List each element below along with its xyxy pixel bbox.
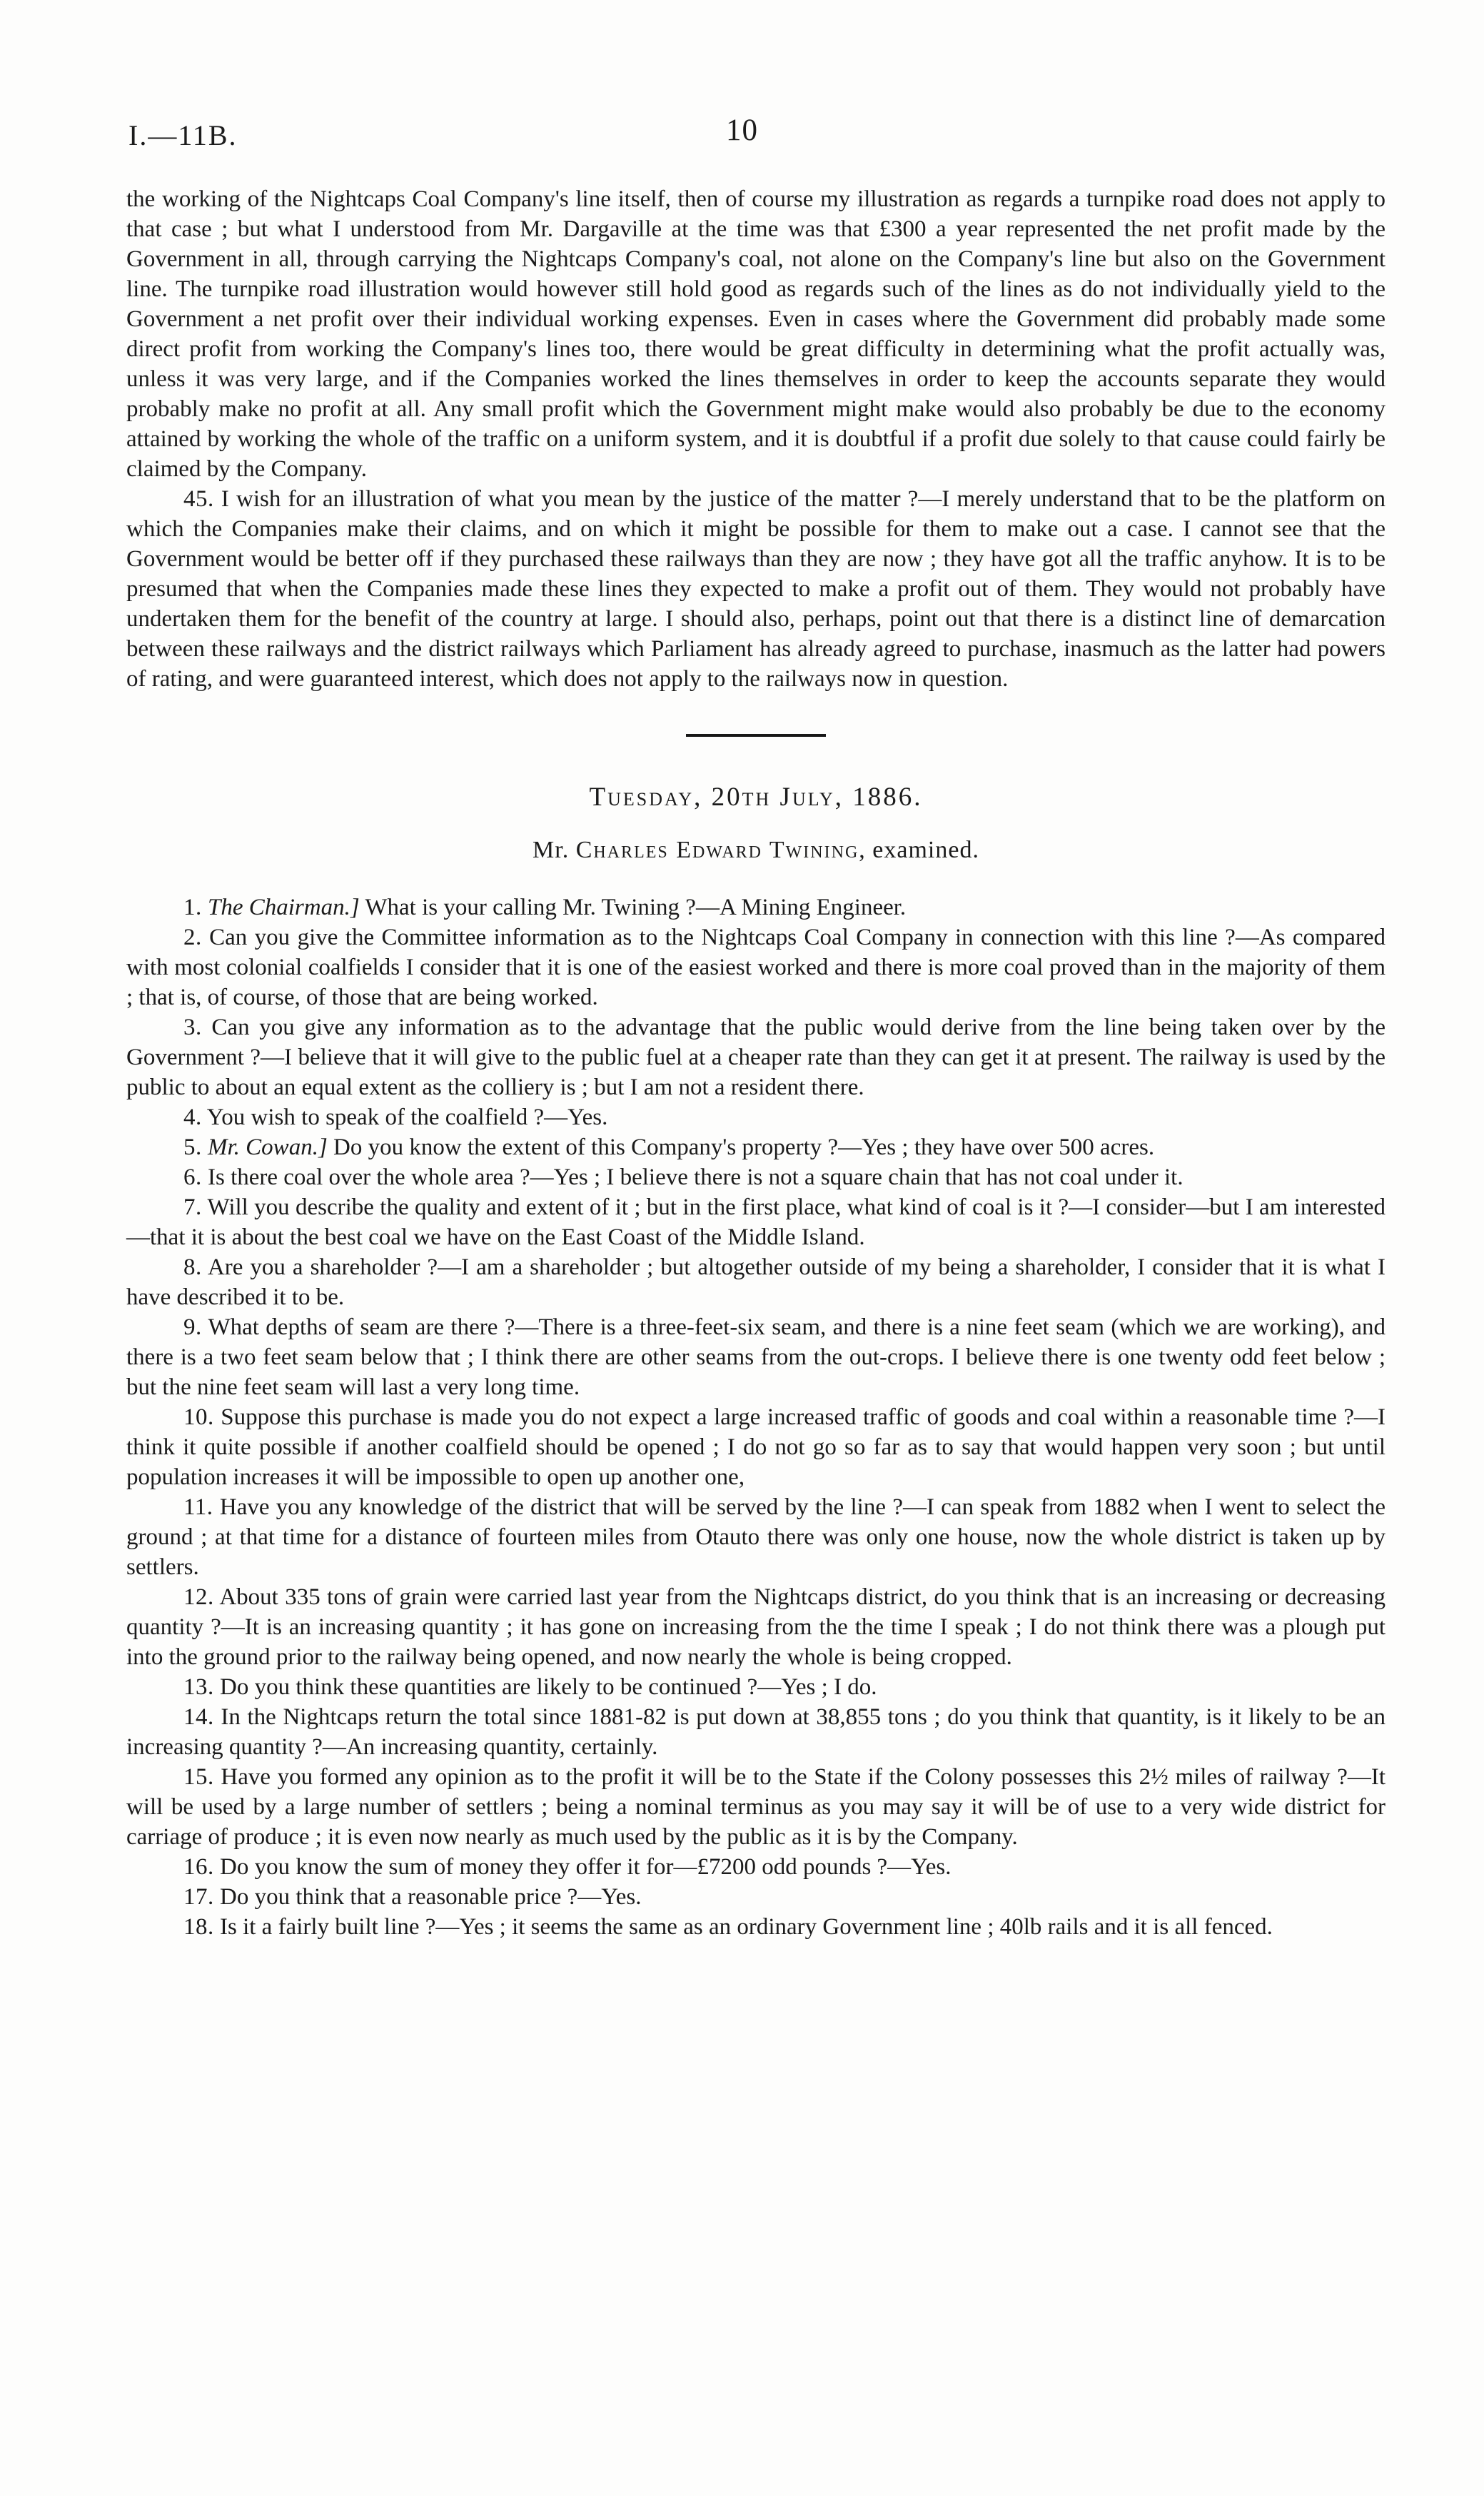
question-number: 16. (183, 1854, 214, 1880)
question-number: 8. (183, 1254, 202, 1280)
witness-name: Charles Edward Twining (575, 837, 859, 863)
question-number: 5. (183, 1134, 202, 1160)
qa-paragraph (126, 1882, 1385, 1912)
question-number: 2. (183, 925, 202, 950)
qa-paragraph (126, 1672, 1385, 1702)
qa-text: Do you know the sum of money they offer it for—£7200 odd pounds ?—Yes. (220, 1854, 952, 1880)
qa-paragraph (126, 1102, 1385, 1132)
qa-paragraph (126, 1252, 1385, 1312)
question-number: 1. (183, 895, 202, 920)
qa-paragraph (126, 1762, 1385, 1852)
qa-paragraph-45 (126, 484, 1385, 694)
question-number: 11. (183, 1494, 213, 1520)
speaker-name: The Chairman.] (208, 895, 360, 920)
qa-text: About 335 tons of grain were carried last year from the Nightcaps district, do you think that is an increasing or decreasing quantity ?—It is an increasing quantity ; it has gone on increasing from the the time I speak ; I do not think there was a plough put into the ground prior to the railway being opened, and now nearly the whole is being cropped. (126, 1584, 1385, 1670)
qa-text: Do you think that a reasonable price ?—Yes. (220, 1884, 642, 1910)
witness-honorific: Mr. (532, 837, 576, 863)
qa-text: Suppose this purchase is made you do not expect a large increased traffic of goods and coal within a reasonable time ?—I think it quite possible if another coalfield should be opened ; I do not go so far as to say that would happen very soon ; but until population increases it will be impossible to open up another one, (126, 1404, 1385, 1490)
qa-text: Is it a fairly built line ?—Yes ; it seems the same as an ordinary Government line ; 40lb rails and it is all fenced. (220, 1914, 1273, 1940)
qa-text: Have you formed any opinion as to the profit it will be to the State if the Colony possesses this 2½ miles of railway ?—It will be used by a large number of settlers ; being a nominal terminus as you may say it will be of use to a very wide district for carriage of produce ; it is even now nearly as much used by the public as it is by the Company. (126, 1764, 1386, 1850)
qa-paragraph (126, 1852, 1385, 1882)
qa-paragraph (126, 1162, 1385, 1192)
qa-text: Can you give any information as to the advantage that the public would derive from the line being taken over by the Government ?—I believe that it will give to the public fuel at a cheaper rate than they can get it at present. The railway is used by the public to about an equal extent as the colliery is ; but I am not a resident there. (126, 1015, 1386, 1100)
continuation-paragraph (126, 184, 1385, 484)
qa-text: Do you think these quantities are likely to be continued ?—Yes ; I do. (220, 1674, 877, 1700)
document-reference: I.—11B. (128, 119, 238, 151)
qa-text: What depths of seam are there ?—There is a three-feet-six seam, and there is a nine feet seam (which we are working), and there is a two feet seam below that ; I think there are other seams from the out-crops. I believe there is one twenty odd feet below ; but the nine feet seam will last a very long time. (126, 1314, 1385, 1400)
section-divider (686, 734, 826, 737)
qa-text: What is your calling Mr. Twining ?—A Mining Engineer. (365, 895, 907, 920)
paragraph-text: the working of the Nightcaps Coal Company's line itself, then of course my illustration as regards a turnpike road does not apply to that case ; but what I understood from Mr. Dargaville at the time was that £300 a year represented the net profit made by the Government in all, through carrying the Nightcaps Company's coal, not alone on the Company's line but also on the Government line. The turnpike road illustration would however still hold good as regards such of the lines as do not individually yield to the Government a net profit over their individual working expenses. Even in cases where the Government did probably made some direct profit from working the Company's lines too, there would be great difficulty in determining what the profit actually was, unless it was very large, and if the Companies worked the lines themselves in order to keep the accounts separate they would probably make no profit at all. Any small profit which the Government might make would also probably be due to the economy attained by working the whole of the traffic on a uniform system, and it is doubtful if a profit due solely to that cause could fairly be claimed by the Company. (126, 186, 1385, 482)
question-number: 6. (183, 1164, 202, 1190)
qa-paragraph (126, 892, 1385, 922)
witness-examined-label: , examined. (859, 837, 979, 863)
question-number: 9. (183, 1314, 202, 1340)
qa-paragraph (126, 1312, 1385, 1402)
question-number: 13. (183, 1674, 214, 1700)
qa-text: You wish to speak of the coalfield ?—Yes. (206, 1104, 608, 1130)
page-content (126, 184, 1385, 1942)
question-number: 45. (183, 486, 214, 512)
testimony-continuation (126, 184, 1385, 694)
qa-list (126, 892, 1385, 1942)
qa-paragraph (126, 1192, 1385, 1252)
qa-paragraph (126, 1912, 1385, 1942)
question-number: 14. (183, 1704, 214, 1730)
question-number: 18. (183, 1914, 214, 1940)
qa-text: I wish for an illustration of what you mean by the justice of the matter ?—I merely understand that to be the platform on which the Companies make their claims, and on which it might be possible for them to make out a case. I cannot see that the Government would be better off if they purchased these railways than they are now ; they have got all the traffic anyhow. It is to be presumed that when the Companies made these lines they expected to make a profit out of them. They would not probably have undertaken them for the benefit of the country at large. I should also, perhaps, point out that there is a distinct line of demarcation between these railways and the district railways which Parliament has already agreed to purchase, inasmuch as the latter had powers of rating, and were guaranteed interest, which does not apply to the railways now in question. (126, 486, 1385, 692)
session-date-heading: Tuesday, 20th July, 1886. (589, 782, 923, 812)
question-number: 12. (183, 1584, 214, 1610)
qa-text: Is there coal over the whole area ?—Yes ; I believe there is not a square chain that has not coal under it. (208, 1164, 1183, 1190)
question-number: 15. (183, 1764, 214, 1790)
qa-paragraph (126, 1012, 1385, 1102)
page-number: 10 (726, 114, 758, 147)
question-number: 10. (183, 1404, 214, 1430)
qa-text: Have you any knowledge of the district that will be served by the line ?—I can speak from 1882 when I went to select the ground ; at that time for a distance of fourteen miles from Otauto there was only one house, now the whole district is taken up by settlers. (126, 1494, 1385, 1580)
qa-paragraph (126, 1492, 1385, 1582)
qa-paragraph (126, 1132, 1385, 1162)
question-number: 17. (183, 1884, 214, 1910)
speaker-name: Mr. Cowan.] (208, 1134, 328, 1160)
qa-paragraph (126, 1702, 1385, 1762)
qa-text: Are you a shareholder ?—I am a shareholder ; but altogether outside of my being a shareholder, I consider that it is what I have described it to be. (126, 1254, 1385, 1310)
question-number: 3. (183, 1015, 202, 1040)
qa-paragraph (126, 1402, 1385, 1492)
qa-text: Will you describe the quality and extent of it ; but in the first place, what kind of coal is it ?—I consider—but I am interested—that it is about the best coal we have on the East Coast of the Middle Island. (126, 1194, 1385, 1250)
qa-text: Do you know the extent of this Company's property ?—Yes ; they have over 500 acres. (333, 1134, 1155, 1160)
question-number: 4. (183, 1104, 202, 1130)
qa-text: Can you give the Committee information as to the Nightcaps Coal Company in connection with this line ?—As compared with most colonial coalfields I consider that it is one of the easiest worked and there is more coal proved than in the majority of them ; that is, of course, of those that are being worked. (126, 925, 1385, 1010)
question-number: 7. (183, 1194, 202, 1220)
qa-paragraph (126, 922, 1385, 1012)
qa-paragraph (126, 1582, 1385, 1672)
witness-heading (126, 834, 1385, 867)
qa-text: In the Nightcaps return the total since 1881-82 is put down at 38,855 tons ; do you think that quantity, is it likely to be an increasing quantity ?—An increasing quantity, certainly. (126, 1704, 1386, 1760)
